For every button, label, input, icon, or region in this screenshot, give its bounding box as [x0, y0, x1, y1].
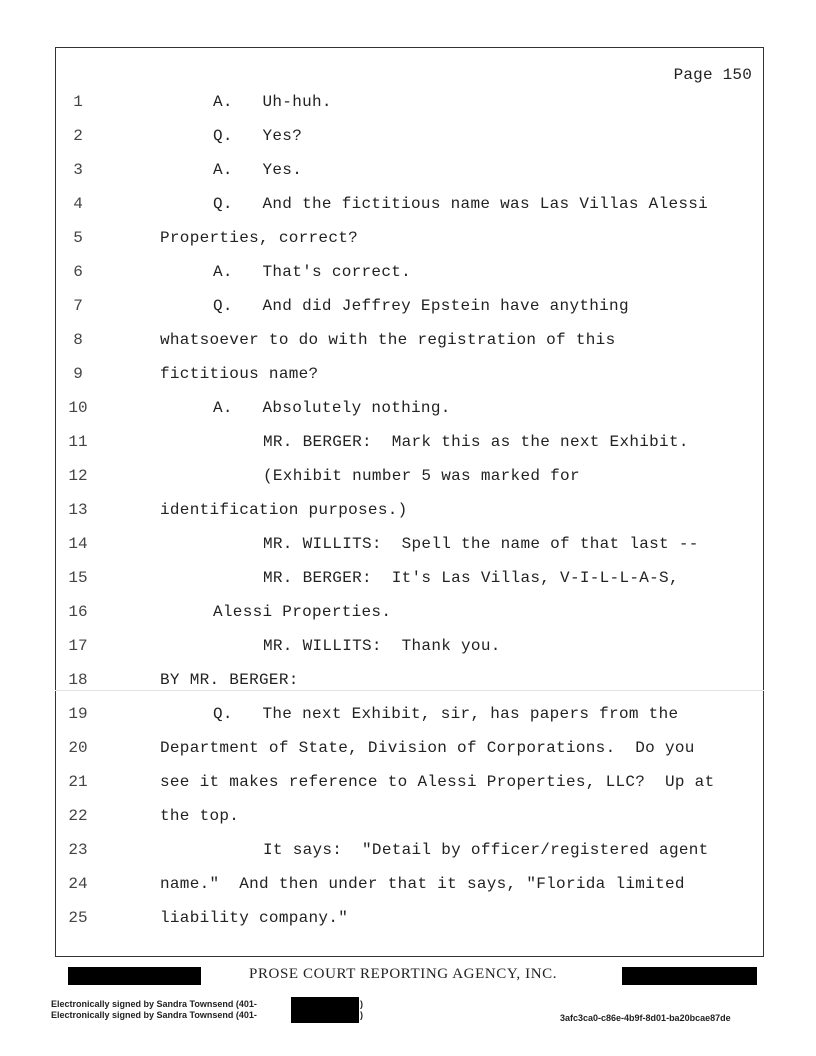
- transcript-page-frame: [55, 47, 764, 957]
- line-text: MR. BERGER: It's Las Villas, V-I-L-L-A-S,: [263, 569, 679, 587]
- transcript-line: [56, 365, 756, 399]
- line-number: 7: [73, 297, 83, 315]
- line-number: 18: [68, 671, 88, 689]
- signature-line-2: Electronically signed by Sandra Townsend (401-: [51, 1010, 257, 1020]
- line-number: 2: [73, 127, 83, 145]
- line-number: 1: [73, 93, 83, 111]
- line-text: Properties, correct?: [160, 229, 359, 247]
- line-text: name." And then under that it says, "Florida limited: [160, 875, 685, 893]
- line-text: Q. Yes?: [213, 127, 303, 145]
- transcript-line: [56, 93, 756, 127]
- transcript-line: [56, 399, 756, 433]
- transcript-line: [56, 127, 756, 161]
- line-text: MR. WILLITS: Thank you.: [263, 637, 501, 655]
- transcript-line: [56, 739, 756, 773]
- line-number: 24: [68, 875, 88, 893]
- line-text: Q. The next Exhibit, sir, has papers from the: [213, 705, 679, 723]
- transcript-line: [56, 773, 756, 807]
- line-text: Q. And the fictitious name was Las Villas Alessi: [213, 195, 709, 213]
- line-number: 10: [68, 399, 88, 417]
- line-text: MR. BERGER: Mark this as the next Exhibit.: [263, 433, 689, 451]
- transcript-line: [56, 841, 756, 875]
- line-number: 21: [68, 773, 88, 791]
- transcript-line: [56, 603, 756, 637]
- transcript-line: [56, 569, 756, 603]
- scan-fold-line: [55, 690, 764, 691]
- line-number: 22: [68, 807, 88, 825]
- transcript-line: [56, 331, 756, 365]
- line-text: the top.: [160, 807, 240, 825]
- line-number: 3: [73, 161, 83, 179]
- redaction-box-left: [68, 967, 201, 985]
- line-text: liability company.": [160, 909, 349, 927]
- transcript-line: [56, 637, 756, 671]
- transcript-line: [56, 467, 756, 501]
- line-text: It says: "Detail by officer/registered agent: [263, 841, 709, 859]
- line-text: A. Yes.: [213, 161, 303, 179]
- line-number: 12: [68, 467, 88, 485]
- signature-redaction: [291, 997, 359, 1023]
- signature-paren-1: ): [360, 999, 363, 1009]
- line-number: 8: [73, 331, 83, 349]
- line-text: fictitious name?: [160, 365, 319, 383]
- line-number: 25: [68, 909, 88, 927]
- line-text: (Exhibit number 5 was marked for: [263, 467, 580, 485]
- line-number: 13: [68, 501, 88, 519]
- transcript-line: [56, 161, 756, 195]
- line-text: see it makes reference to Alessi Properties, LLC? Up at: [160, 773, 715, 791]
- transcript-line: [56, 807, 756, 841]
- transcript-line: [56, 909, 756, 943]
- signature-paren-2: ): [360, 1010, 363, 1020]
- transcript-line: [56, 875, 756, 909]
- transcript-line: [56, 705, 756, 739]
- line-number: 6: [73, 263, 83, 281]
- transcript-line: [56, 535, 756, 569]
- line-number: 5: [73, 229, 83, 247]
- line-number: 16: [68, 603, 88, 621]
- line-text: Department of State, Division of Corporations. Do you: [160, 739, 695, 757]
- line-number: 19: [68, 705, 88, 723]
- line-text: A. That's correct.: [213, 263, 412, 281]
- line-number: 23: [68, 841, 88, 859]
- transcript-line: [56, 297, 756, 331]
- line-text: MR. WILLITS: Spell the name of that last --: [263, 535, 699, 553]
- line-text: Q. And did Jeffrey Epstein have anything: [213, 297, 629, 315]
- redaction-box-right: [622, 967, 757, 985]
- line-number: 14: [68, 535, 88, 553]
- transcript-line: [56, 229, 756, 263]
- transcript-line: [56, 195, 756, 229]
- signature-line-1: Electronically signed by Sandra Townsend (401-: [51, 999, 257, 1009]
- line-text: Alessi Properties.: [213, 603, 392, 621]
- reporting-agency: PROSE COURT REPORTING AGENCY, INC.: [249, 966, 558, 982]
- document-hash: 3afc3ca0-c86e-4b9f-8d01-ba20bcae87de: [560, 1013, 731, 1023]
- line-number: 20: [68, 739, 88, 757]
- line-number: 9: [73, 365, 83, 383]
- line-text: identification purposes.): [160, 501, 408, 519]
- line-text: A. Uh-huh.: [213, 93, 332, 111]
- line-number: 17: [68, 637, 88, 655]
- line-text: BY MR. BERGER:: [160, 671, 299, 689]
- line-text: whatsoever to do with the registration of this: [160, 331, 616, 349]
- transcript-line: [56, 671, 756, 705]
- transcript-line: [56, 263, 756, 297]
- line-number: 4: [73, 195, 83, 213]
- transcript-line: [56, 501, 756, 535]
- line-number: 15: [68, 569, 88, 587]
- line-number: 11: [68, 433, 88, 451]
- line-text: A. Absolutely nothing.: [213, 399, 451, 417]
- page-number: Page 150: [673, 66, 752, 84]
- transcript-line: [56, 433, 756, 467]
